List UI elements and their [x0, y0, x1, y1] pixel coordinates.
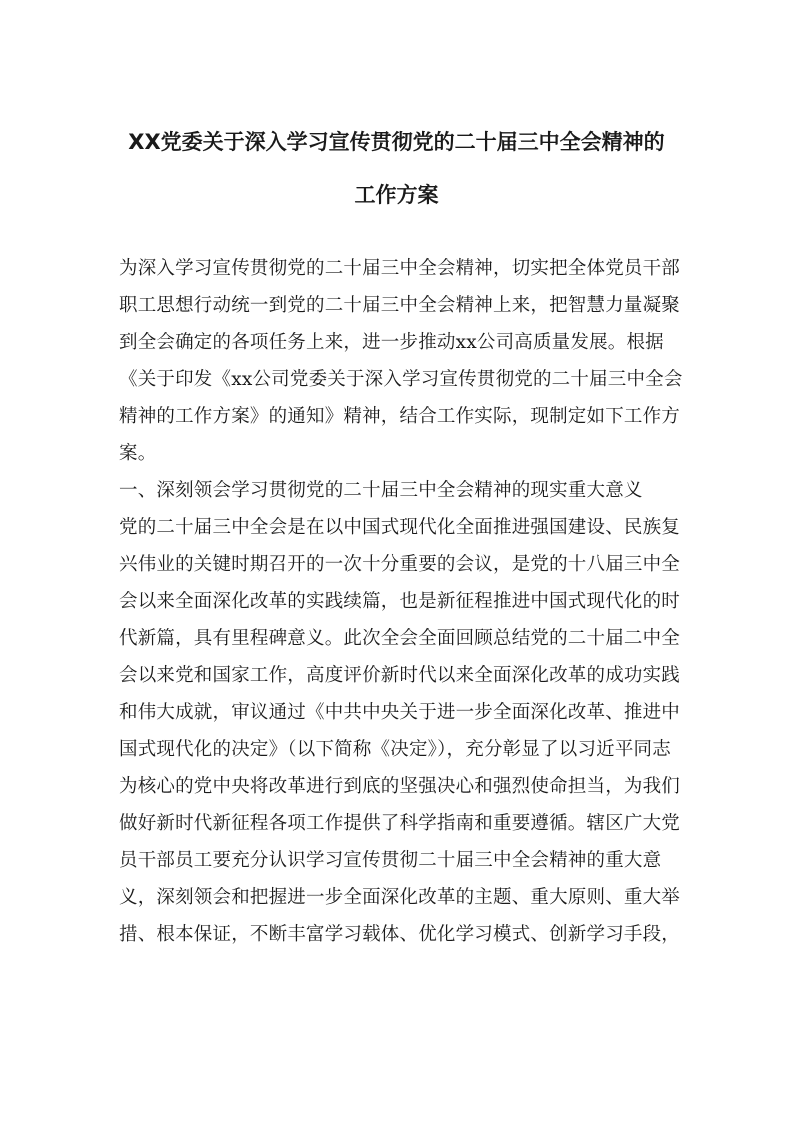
body-line: 做好新时代新征程各项工作提供了科学指南和重要遵循。辖区广大党 — [119, 813, 681, 834]
document-title-line-2: 工作方案 — [354, 183, 439, 207]
body-line: 会以来全面深化改革的实践续篇，也是新征程推进中国式现代化的时 — [119, 591, 681, 612]
body-line: 为深入学习宣传贯彻党的二十届三中全会精神，切实把全体党员干部 — [119, 258, 681, 279]
body-line: 《关于印发《xx公司党委关于深入学习宣传贯彻党的二十届三中全会 — [119, 369, 683, 390]
body-line: 到全会确定的各项任务上来，进一步推动xx公司高质量发展。根据 — [119, 332, 664, 353]
body-line: 为核心的党中央将改革进行到底的坚强决心和强烈使命担当，为我们 — [119, 776, 681, 797]
body-line: 措、根本保证，不断丰富学习载体、优化学习模式、创新学习手段， — [119, 924, 681, 945]
body-line: 案。 — [119, 443, 157, 464]
body-line: 员干部员工要充分认识学习宣传贯彻二十届三中全会精神的重大意 — [119, 850, 662, 871]
body-line: 会以来党和国家工作，高度评价新时代以来全面深化改革的成功实践 — [119, 665, 681, 686]
body-line: 兴伟业的关键时期召开的一次十分重要的会议，是党的十八届三中全 — [119, 554, 681, 575]
body-line: 党的二十届三中全会是在以中国式现代化全面推进强国建设、民族复 — [119, 517, 681, 538]
body-line: 代新篇，具有里程碑意义。此次全会全面回顾总结党的二十届二中全 — [119, 628, 681, 649]
body-line: 和伟大成就，审议通过《中共中央关于进一步全面深化改革、推进中 — [119, 702, 681, 723]
section-heading-1: 一、深刻领会学习贯彻党的二十届三中全会精神的现实重大意义 — [119, 480, 643, 501]
body-line: 义，深刻领会和把握进一步全面深化改革的主题、重大原则、重大举 — [119, 887, 681, 908]
body-line: 国式现代化的决定》（以下简称《决定》），充分彰显了以习近平同志 — [119, 739, 671, 760]
document-body — [119, 250, 683, 953]
body-line: 职工思想行动统一到党的二十届三中全会精神上来，把智慧力量凝聚 — [119, 295, 681, 316]
document-title-line-1: XX党委关于深入学习宣传贯彻党的二十届三中全会精神的 — [128, 130, 665, 154]
body-line: 精神的工作方案》的通知》精神，结合工作实际，现制定如下工作方 — [119, 406, 681, 427]
